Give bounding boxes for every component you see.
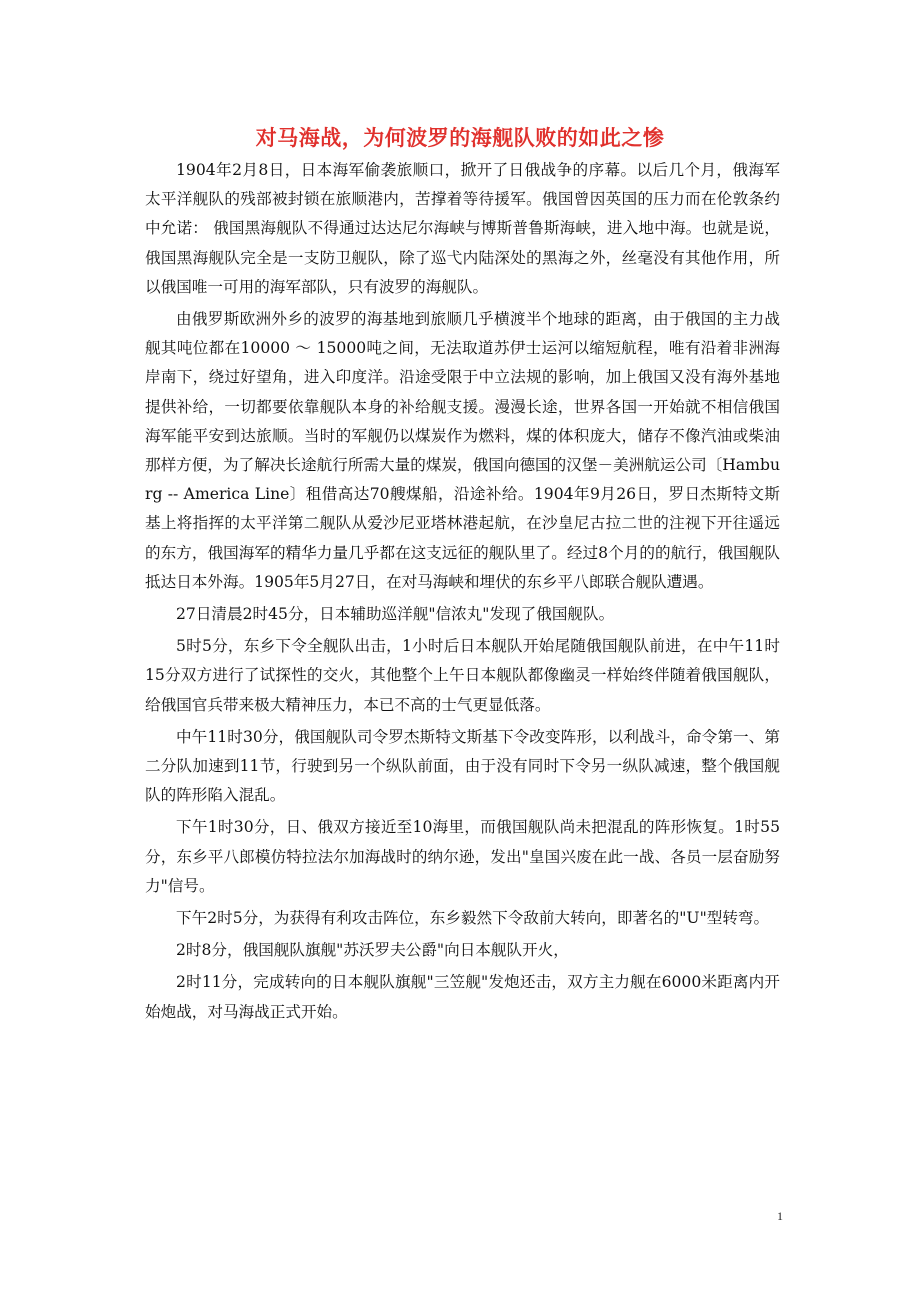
paragraph: 由俄罗斯欧洲外乡的波罗的海基地到旅顺几乎横渡半个地球的距离，由于俄国的主力战舰其吨位都在10000 ～ 15000吨之间，无法取道苏伊士运河以缩短航程，唯有沿着非洲海岸南下，绕过好望角，进入印度洋。沿途受限于中立法规的影响，加上俄国又没有海外基地提供补给，一切都要依靠舰队本身的补给舰支援。漫漫长途，世界各国一开始就不相信俄国海军能平安到达旅顺。当时的军舰仍以煤炭作为燃料，煤的体积庞大，储存不像汽油或柴油那样方便，为了解决长途航行所需大量的煤炭，俄国向德国的汉堡－美洲航运公司〔Hamburg -- America Line〕租借高达70艘煤船，沿途补给。1904年9月26日，罗日杰斯特文斯基上将指挥的太平洋第二舰队从爱沙尼亚塔林港起航，在沙皇尼古拉二世的注视下开往遥远的东方，俄国海军的精华力量几乎都在这支远征的舰队里了。经过8个月的的航行，俄国舰队抵达日本外海。1905年5月27日，在对马海峡和埋伏的东乡平八郎联合舰队遭遇。: [145, 310, 780, 591]
paragraph: 1904年2月8日，日本海军偷袭旅顺口，掀开了日俄战争的序幕。以后几个月，俄海军太平洋舰队的残部被封锁在旅顺港内，苦撑着等待援军。俄国曾因英国的压力而在伦敦条约中允诺： 俄国黑海舰队不得通过达达尼尔海峡与博斯普鲁斯海峡，进入地中海。也就是说，俄国黑海舰队完全是一支防卫舰队，除了巡弋内陆深处的黑海之外，丝毫没有其他作用，所以俄国唯一可用的海军部队，只有波罗的海舰队。: [145, 161, 780, 296]
paragraph: 中午11时30分，俄国舰队司令罗杰斯特文斯基下令改变阵形，以利战斗，命令第一、第二分队加速到11节，行驶到另一个纵队前面，由于没有同时下令另一纵队减速，整个俄国舰队的阵形陷入混乱。: [145, 727, 780, 805]
document-body: [145, 156, 780, 1030]
paragraph: 2时8分，俄国舰队旗舰"苏沃罗夫公爵"向日本舰队开火，: [176, 941, 569, 960]
paragraph: 5时5分，东乡下令全舰队出击，1小时后日本舰队开始尾随俄国舰队前进，在中午11时15分双方进行了试探性的交火，其他整个上午日本舰队都像幽灵一样始终伴随着俄国舰队，给俄国官兵带来极大精神压力，本已不高的士气更显低落。: [145, 637, 780, 714]
paragraph: 27日清晨2时45分，日本辅助巡洋舰"信浓丸"发现了俄国舰队。: [176, 605, 615, 624]
paragraph: 2时11分，完成转向的日本舰队旗舰"三笠舰"发炮还击，双方主力舰在6000米距离内开始炮战，对马海战正式开始。: [145, 973, 780, 1021]
paragraph: 下午1时30分，日、俄双方接近至10海里，而俄国舰队尚未把混乱的阵形恢复。1时55分，东乡平八郎模仿特拉法尔加海战时的纳尔逊，发出"皇国兴废在此一战、各员一层奋励努力"信号。: [145, 818, 780, 895]
page-number: 1: [777, 1209, 783, 1223]
paragraph: 下午2时5分，为获得有利攻击阵位，东乡毅然下令敌前大转向，即著名的"U"型转弯。: [176, 909, 770, 928]
document-title: 对马海战，为何波罗的海舰队败的如此之惨: [255, 126, 665, 150]
